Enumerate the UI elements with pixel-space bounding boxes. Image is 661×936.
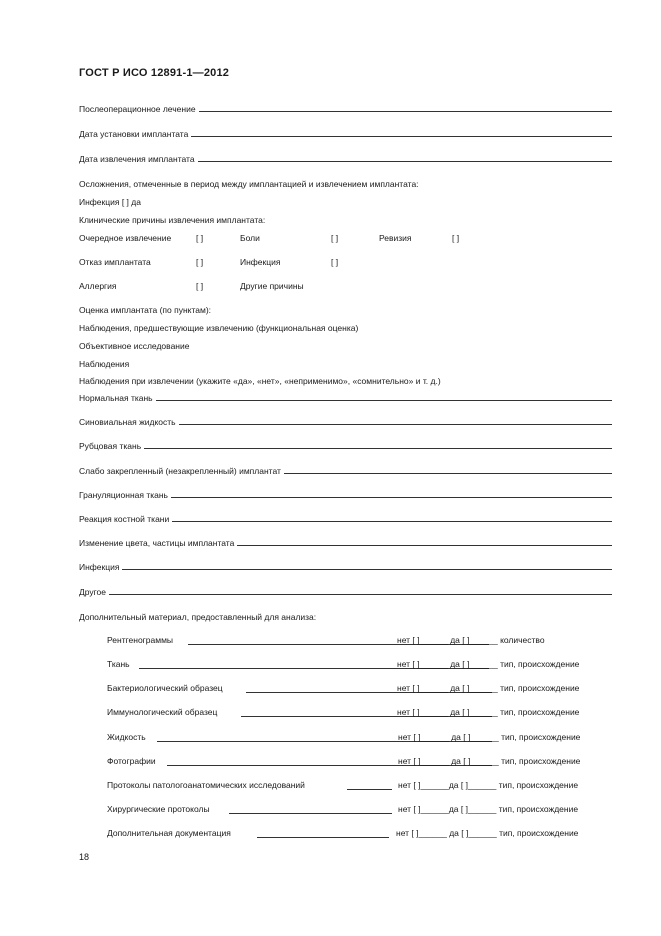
removal-observations: Наблюдения при извлечении (укажите «да», «нет», «неприменимо», «сомнительно» и т. д.) (79, 376, 441, 386)
material-options: нет [ ]______да [ ]______ тип, происхождение (398, 804, 579, 814)
reason-label: Аллергия (79, 281, 117, 291)
fill-line (198, 160, 612, 162)
material-options: нет [ ]______ да [ ]______ тип, происхождение (396, 828, 579, 838)
field-label: Дата установки имплантата (79, 129, 189, 139)
field-label: Послеоперационное лечение (79, 104, 196, 114)
material-row (107, 732, 617, 744)
complications-label: Осложнения, отмеченные в период между имплантацией и извлечением имплантата: (79, 179, 419, 189)
reason-checkbox: [ ] (452, 233, 460, 243)
field-loose-implant (79, 466, 612, 476)
field-label: Изменение цвета, частицы имплантата (79, 538, 235, 548)
field-label: Слабо закрепленный (незакрепленный) имплантат (79, 466, 281, 476)
reason-label: Отказ имплантата (79, 257, 151, 267)
reason-checkbox: [ ] (196, 281, 204, 291)
page-number: 18 (79, 852, 90, 862)
material-name: Хирургические протоколы (107, 804, 210, 814)
infection-line: Инфекция [ ] да (79, 197, 141, 207)
material-row (107, 635, 617, 647)
fill-line (229, 813, 392, 814)
field-label: Синовиальная жидкость (79, 417, 176, 427)
material-row (107, 804, 617, 816)
fill-line (122, 568, 612, 570)
material-name: Рентгенограммы (107, 635, 174, 645)
clinical-reasons-label: Клинические причины извлечения имплантата: (79, 215, 266, 225)
pre-removal-observations: Наблюдения, предшествующие извлечению (функциональная оценка) (79, 323, 359, 333)
fill-line (237, 544, 612, 546)
field-discoloration (79, 538, 612, 548)
assessment-label: Оценка имплантата (по пунктам): (79, 305, 212, 315)
material-options: нет [ ]______ да [ ]______ тип, происхождение (397, 683, 580, 693)
material-row (107, 707, 617, 719)
material-options: нет [ ]______ да [ ]______ тип, происхождение (398, 732, 581, 742)
fill-line (191, 135, 612, 137)
material-name: Ткань (107, 659, 130, 669)
field-label: Инфекция (79, 562, 120, 572)
fill-line (284, 472, 612, 474)
fill-line (347, 789, 392, 790)
material-row (107, 659, 617, 671)
field-label: Дата извлечения имплантата (79, 154, 195, 164)
fill-line (156, 399, 612, 401)
material-name: Протоколы патологоанатомических исследований (107, 780, 305, 790)
fill-line (172, 520, 612, 522)
material-name: Иммунологический образец (107, 707, 218, 717)
material-name: Жидкость (107, 732, 146, 742)
material-row (107, 683, 617, 695)
fill-line (144, 447, 612, 449)
field-implant-date (79, 129, 612, 139)
reason-label: Другие причины (240, 281, 304, 291)
fill-line (109, 593, 612, 595)
reason-checkbox: [ ] (331, 233, 339, 243)
material-options: нет [ ]______ да [ ]______ количество (397, 635, 545, 645)
material-name: Дополнительная документация (107, 828, 231, 838)
observations-label: Наблюдения (79, 359, 130, 369)
field-infection (79, 562, 612, 572)
material-row (107, 756, 617, 768)
material-options: нет [ ]______ да [ ]______ тип, происхождение (398, 756, 581, 766)
fill-line (257, 837, 389, 838)
fill-line (199, 110, 612, 112)
field-scar-tissue (79, 441, 612, 451)
field-label: Грануляционная ткань (79, 490, 168, 500)
field-bone-reaction (79, 514, 612, 524)
field-removal-date (79, 154, 612, 164)
fill-line (171, 496, 612, 498)
material-options: нет [ ]______ да [ ]______ тип, происхождение (397, 707, 580, 717)
field-synovial-fluid (79, 417, 612, 427)
reason-checkbox: [ ] (331, 257, 339, 267)
reason-label: Очередное извлечение (79, 233, 172, 243)
additional-material-label: Дополнительный материал, предоставленный для анализа: (79, 612, 317, 622)
field-label: Реакция костной ткани (79, 514, 170, 524)
field-other (79, 587, 612, 597)
field-normal-tissue (79, 393, 612, 403)
objective-exam: Объективное исследование (79, 341, 190, 351)
document-header: ГОСТ Р ИСО 12891-1—2012 (79, 67, 230, 79)
reason-checkbox: [ ] (196, 257, 204, 267)
field-label: Другое (79, 587, 107, 597)
material-name: Фотографии (107, 756, 156, 766)
material-options: нет [ ]______да [ ]______ тип, происхождение (398, 780, 579, 790)
field-postoperative-treatment (79, 104, 612, 114)
material-options: нет [ ]______ да [ ]______ тип, происхождение (397, 659, 580, 669)
reason-label: Ревизия (379, 233, 412, 243)
material-row (107, 828, 617, 840)
reason-label: Боли (240, 233, 260, 243)
fill-line (179, 423, 612, 425)
field-label: Нормальная ткань (79, 393, 153, 403)
material-name: Бактериологический образец (107, 683, 223, 693)
reason-checkbox: [ ] (196, 233, 204, 243)
field-granulation-tissue (79, 490, 612, 500)
material-row (107, 780, 617, 792)
reason-label: Инфекция (240, 257, 281, 267)
field-label: Рубцовая ткань (79, 441, 142, 451)
